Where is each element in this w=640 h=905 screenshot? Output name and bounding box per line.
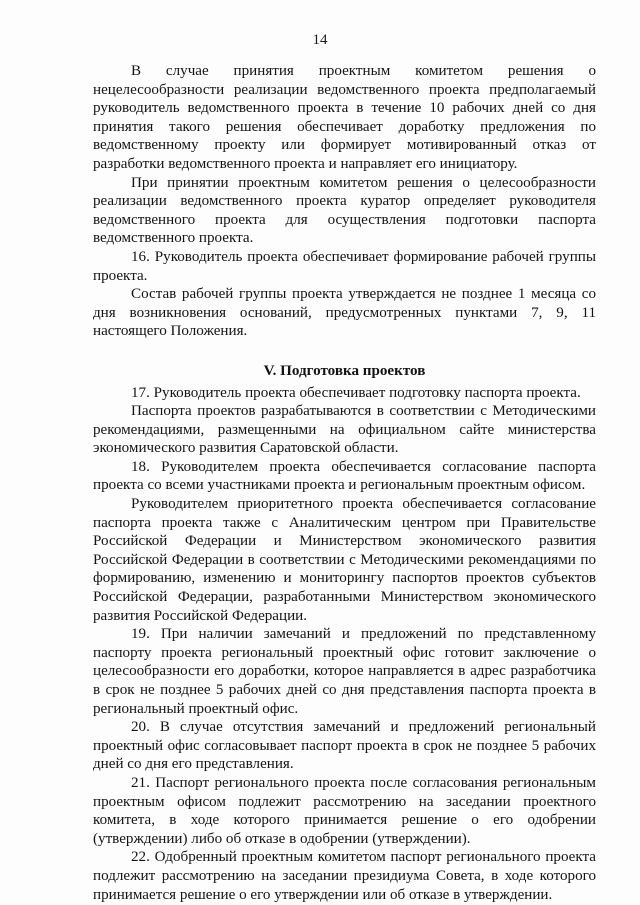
paragraph: Руководителем приоритетного проекта обеспечивается согласование паспорта проекта также с Аналитическим центром при Правительстве Российской Федерации и Министерством экономического развития Российской Федерации в соответствии с Методическими рекомендациями по формированию, изменению и мониторингу паспортов проектов субъектов Российской Федерации, разработанными Министерством экономического развития Российской Федерации.	[93, 496, 596, 624]
paragraph: В случае принятия проектным комитетом решения о нецелесообразности реализации ведомственного проекта предполагаемый руководитель ведомственного проекта в течение 10 рабочих дней со дня принятия такого решения обеспечивает доработку предложения по ведомственному проекту или формирует мотивированный отказ от разработки ведомственного проекта и направляет его инициатору.	[93, 63, 596, 172]
paragraph: 18. Руководителем проекта обеспечивается согласование паспорта проекта со всеми участниками проекта и региональным проектным офисом.	[93, 458, 596, 494]
paragraph: При принятии проектным комитетом решения о целесообразности реализации ведомственного проекта куратор определяет руководителя ведомственного проекта для осуществления подготовки паспорта ведомственного проекта.	[93, 174, 596, 247]
document-body	[93, 62, 596, 904]
section-heading: V. Подготовка проектов	[263, 362, 426, 379]
paragraph: 19. При наличии замечаний и предложений по представленному паспорту проекта региональный проектный офис готовит заключение о целесообразности его доработки, которое направляется в адрес разработчика в срок не позднее 5 рабочих дней со дня представления паспорта проекта в региональный проектный офис.	[93, 626, 596, 717]
paragraph: 22. Одобренный проектным комитетом паспорт регионального проекта подлежит рассмотрению на заседании президиума Совета, в ходе которого принимается решение о его утверждении или об отказе в утверждении.	[93, 849, 596, 903]
paragraph: 20. В случае отсутствия замечаний и предложений региональный проектный офис согласовывает паспорт проекта в срок не позднее 5 рабочих дней со дня его представления.	[93, 719, 596, 773]
paragraph: 21. Паспорт регионального проекта после согласования региональным проектным офисом подлежит рассмотрению на заседании проектного комитета, в ходе которого принимается решение о его одобрении (утверждении) либо об отказе в одобрении (утверждении).	[93, 774, 596, 847]
paragraph: Состав рабочей группы проекта утверждается не позднее 1 месяца со дня возникновения оснований, предусмотренных пунктами 7, 9, 11 настоящего Положения.	[93, 286, 596, 340]
paragraph: Паспорта проектов разрабатываются в соответствии с Методическими рекомендациями, размещенными на официальном сайте министерства экономического развития Саратовской области.	[93, 403, 596, 457]
paragraph: 16. Руководитель проекта обеспечивает формирование рабочей группы проекта.	[93, 248, 596, 284]
paragraph: 17. Руководитель проекта обеспечивает подготовку паспорта проекта.	[131, 384, 581, 401]
page-number: 14	[312, 32, 328, 48]
